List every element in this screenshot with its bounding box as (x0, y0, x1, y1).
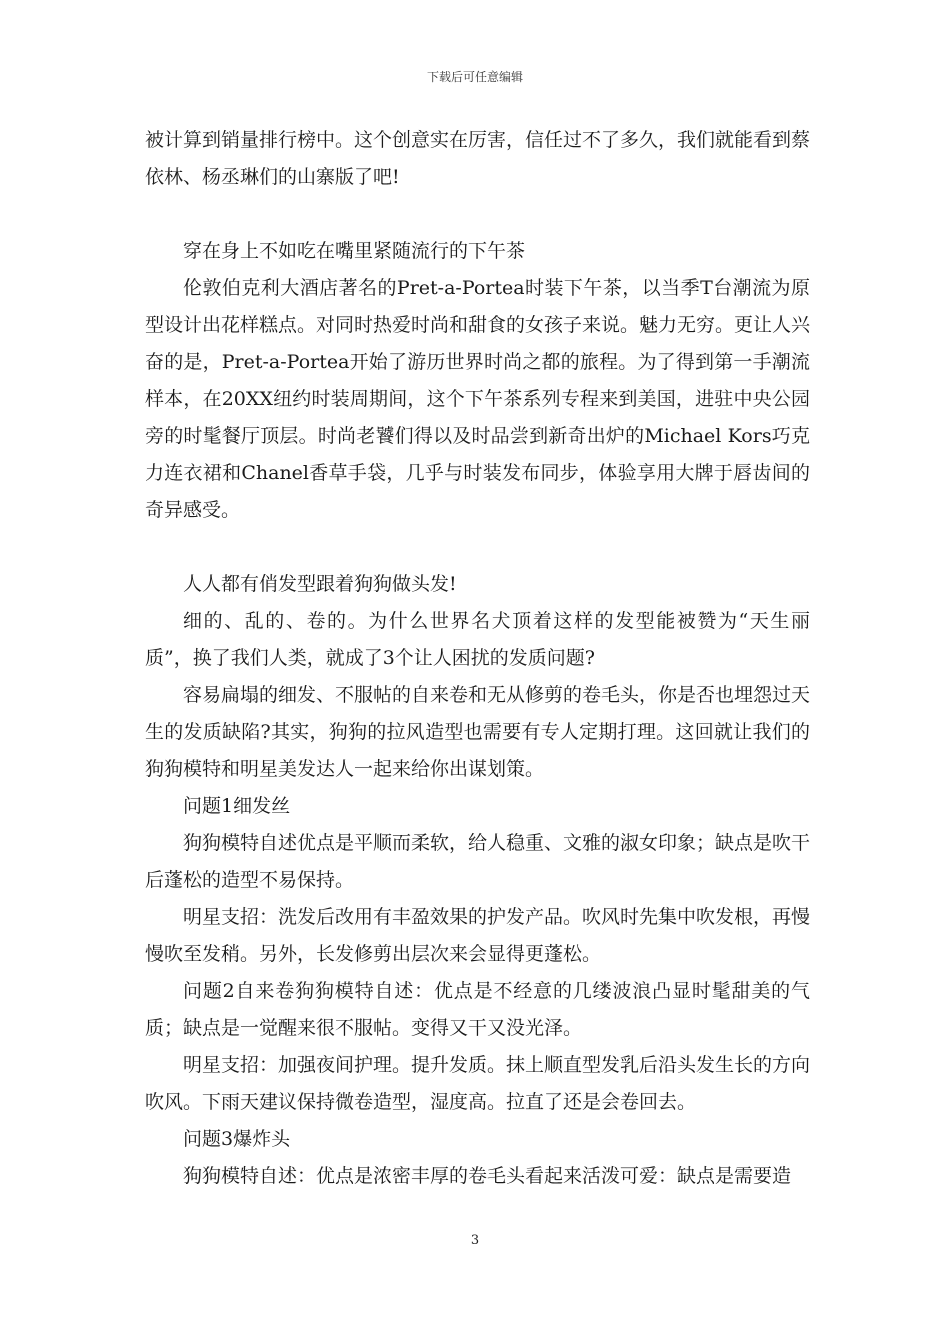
page-header: 下载后可任意编辑 (426, 70, 523, 84)
paragraph-problem-2-tip: 明星支招：加强夜间护理。提升发质。抹上顺直型发乳后沿头发生长的方向吹风。下雨天建议保持微卷造型，湿度高。拉直了还是会卷回去。 (145, 1054, 811, 1113)
paragraph-gap (145, 196, 810, 233)
problem-heading-1: 问题1细发丝 (183, 795, 291, 817)
paragraph-hair-problems: 容易扁塌的细发、不服帖的自来卷和无从修剪的卷毛头，你是否也埋怨过天生的发质缺陷?其实，狗狗的拉风造型也需要有专人定期打理。这回就让我们的狗狗模特和明星美发达人一起来给你出谋划策。 (145, 684, 811, 780)
paragraph-gap (145, 529, 810, 566)
page-number: 3 (470, 1233, 480, 1248)
paragraph-problem-3-self: 狗狗模特自述：优点是浓密丰厚的卷毛头看起来活泼可爱：缺点是需要造 (183, 1165, 792, 1187)
paragraph-afternoon-tea: 伦敦伯克利大酒店著名的Pret-a-Portea时装下午茶，以当季T台潮流为原型设计出花样糕点。对同时热爱时尚和甜食的女孩子来说。魅力无穷。更让人兴奋的是，Pret-a-Portea开始了游历世界时尚之都的旅程。为了得到第一手潮流样本，在20XX纽约时装周期间，这个下午茶系列专程来到美国，进驻中央公园旁的时髦餐厅顶层。时尚老饕们得以及时品尝到新奇出炉的Michael Kors巧克力连衣裙和Chanel香草手袋，几乎与时装发布同步，体验享用大牌于唇齿间的奇异感受。 (145, 277, 811, 521)
paragraph-problem-1-self: 狗狗模特自述优点是平顺而柔软，给人稳重、文雅的淑女印象；缺点是吹干后蓬松的造型不易保持。 (145, 832, 811, 891)
paragraph-problem-1-tip: 明星支招：洗发后改用有丰盈效果的护发产品。吹风时先集中吹发根，再慢慢吹至发稍。另外，长发修剪出层次来会显得更蓬松。 (145, 906, 811, 965)
paragraph-continuation: 被计算到销量排行榜中。这个创意实在厉害，信任过不了多久，我们就能看到蔡依林、杨丞琳们的山寨版了吧! (145, 129, 811, 188)
document-body (145, 122, 810, 1195)
paragraph-hair-intro: 细的、乱的、卷的。为什么世界名犬顶着这样的发型能被赞为“天生丽质”，换了我们人类，就成了3个让人困扰的发质问题? (145, 610, 810, 669)
section-heading-dog-hair: 人人都有俏发型跟着狗狗做头发! (183, 573, 457, 595)
paragraph-problem-2-self: 问题2自来卷狗狗模特自述：优点是不经意的几缕波浪凸显时髦甜美的气质；缺点是一觉醒来很不服帖。变得又干又没光泽。 (145, 980, 810, 1039)
problem-heading-3: 问题3爆炸头 (183, 1128, 291, 1150)
section-heading-afternoon-tea: 穿在身上不如吃在嘴里紧随流行的下午茶 (183, 240, 526, 262)
